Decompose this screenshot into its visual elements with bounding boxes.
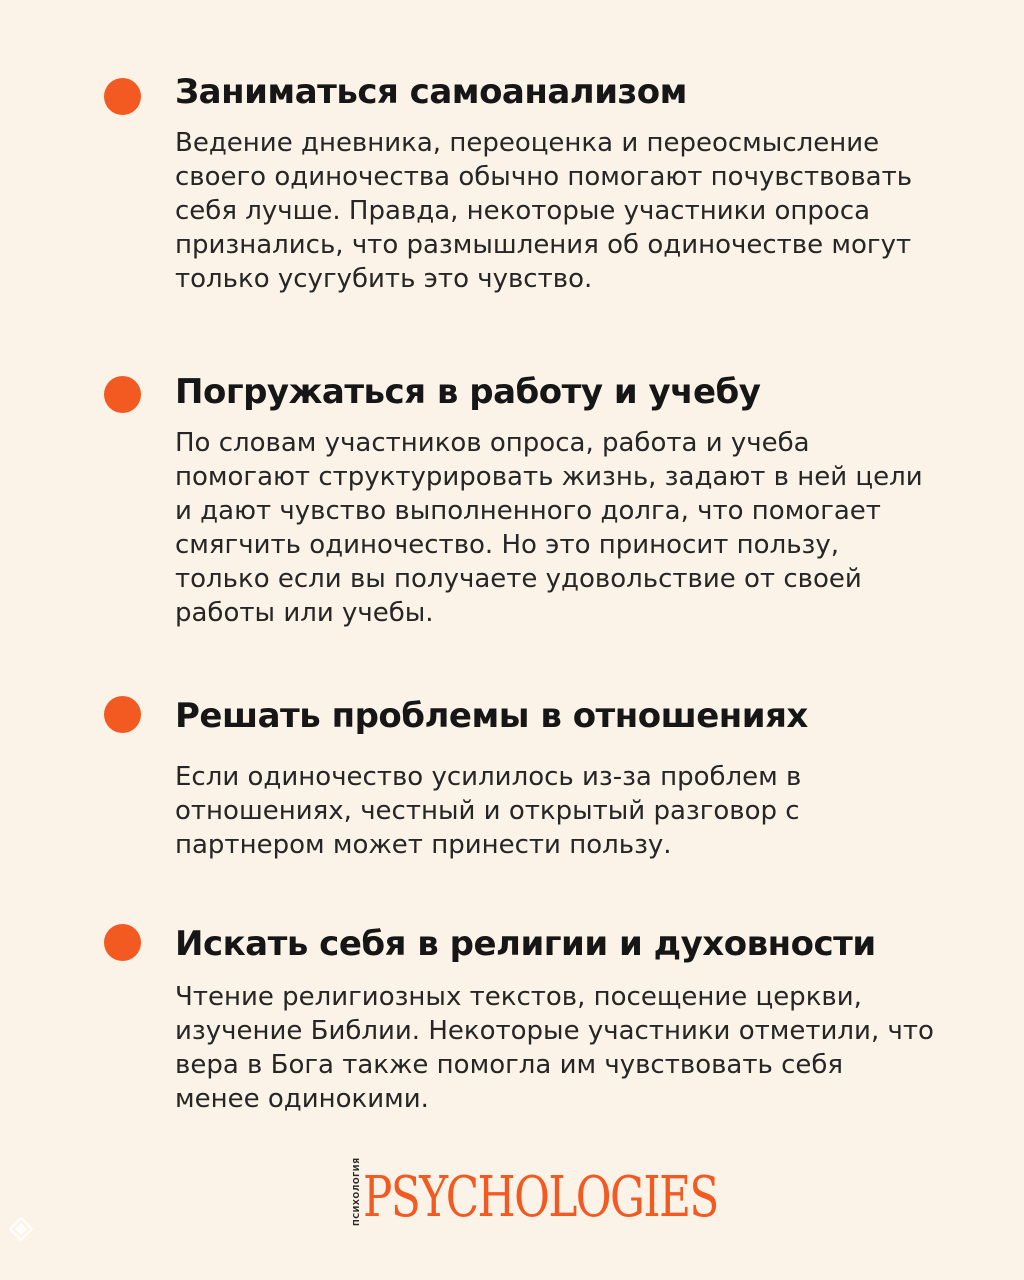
psychologies-logo (352, 1157, 818, 1230)
section-text: Если одиночество усилилось из-за проблем в отношениях, честный и открытый разговор с партнером может принести пользу. (175, 762, 802, 860)
logo-subtitle: ПСИХОЛОГИЯ (352, 1157, 361, 1226)
bullet-circle-icon (104, 78, 141, 115)
section-title: Искать себя в религии и духовности (175, 924, 876, 964)
diamond-watermark-icon (8, 1216, 34, 1242)
section-text: Чтение религиозных текстов, посещение церкви, изучение Библии. Некоторые участники отметили, что вера в Бога также помогла им чувствовать себя менее одинокими. (175, 982, 934, 1114)
section-text: По словам участников опроса, работа и учеба помогают структурировать жизнь, задают в ней цели и дают чувство выполненного долга, что помогает смягчить одиночество. Но это приносит пользу, только если вы получаете удовольствие от своей работы или учебы. (175, 428, 923, 628)
section-title: Решать проблемы в отношениях (175, 696, 808, 736)
section-text: Ведение дневника, переоценка и переосмысление своего одиночества обычно помогают почувствовать себя лучше. Правда, некоторые участники опроса признались, что размышления об одиночестве могут только усугубить это чувство. (175, 128, 913, 294)
logo-wordmark: PSYCHOLOGIES (363, 1165, 718, 1230)
section-title: Заниматься самоанализом (175, 72, 687, 112)
section-title: Погружаться в работу и учебу (175, 372, 761, 412)
bullet-circle-icon (104, 924, 141, 961)
bullet-circle-icon (104, 376, 141, 413)
bullet-circle-icon (104, 696, 141, 733)
